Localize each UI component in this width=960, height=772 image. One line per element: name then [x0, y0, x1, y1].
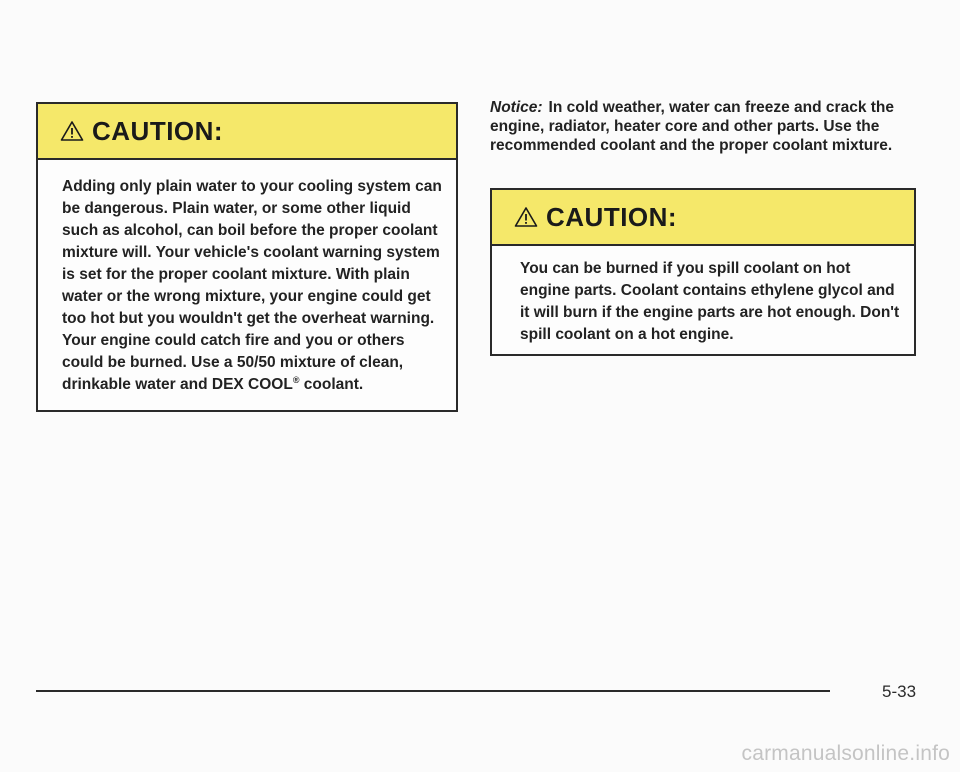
caution-box-burn	[490, 188, 916, 356]
caution-text: You can be burned if you spill coolant on hot engine parts. Coolant contains ethylene glycol and it will burn if the engine parts are hot enough. Don't spill coolant on a hot engine.	[520, 260, 900, 343]
caution-title: CAUTION:	[92, 115, 224, 146]
page-number: 5-33	[882, 682, 917, 701]
notice-paragraph	[490, 98, 930, 155]
caution-box-water	[36, 102, 458, 412]
watermark: carmanualsonline.info	[741, 742, 950, 765]
footer-rule	[36, 690, 830, 692]
registered-mark: ®	[292, 375, 300, 385]
notice-label: Notice:	[490, 99, 543, 116]
caution-text-end: coolant.	[299, 376, 364, 393]
caution-text	[62, 176, 442, 396]
caution-text-main: Adding only plain water to your cooling system can be dangerous. Plain water, or some other liquid such as alcohol, can boil before the proper coolant mixture will. Your vehicle's coolant warning system is set for the proper coolant mixture. With plain water or the wrong mixture, your engine could get too hot but you wouldn't get the overheat warning. Your engine could catch fire and you or others could be burned. Use a 50/50 mixture of clean, drinkable water and DEX COOL	[62, 178, 442, 393]
caution-header	[38, 104, 456, 160]
warning-triangle-icon	[60, 120, 84, 142]
warning-triangle-icon	[514, 206, 538, 228]
caution-body	[38, 160, 456, 396]
caution-header	[492, 190, 914, 246]
caution-body	[492, 246, 914, 346]
caution-title: CAUTION:	[546, 201, 678, 232]
notice-text: In cold weather, water can freeze and crack the engine, radiator, heater core and other parts. Use the recommended coolant and the proper coolant mixture.	[490, 99, 894, 154]
